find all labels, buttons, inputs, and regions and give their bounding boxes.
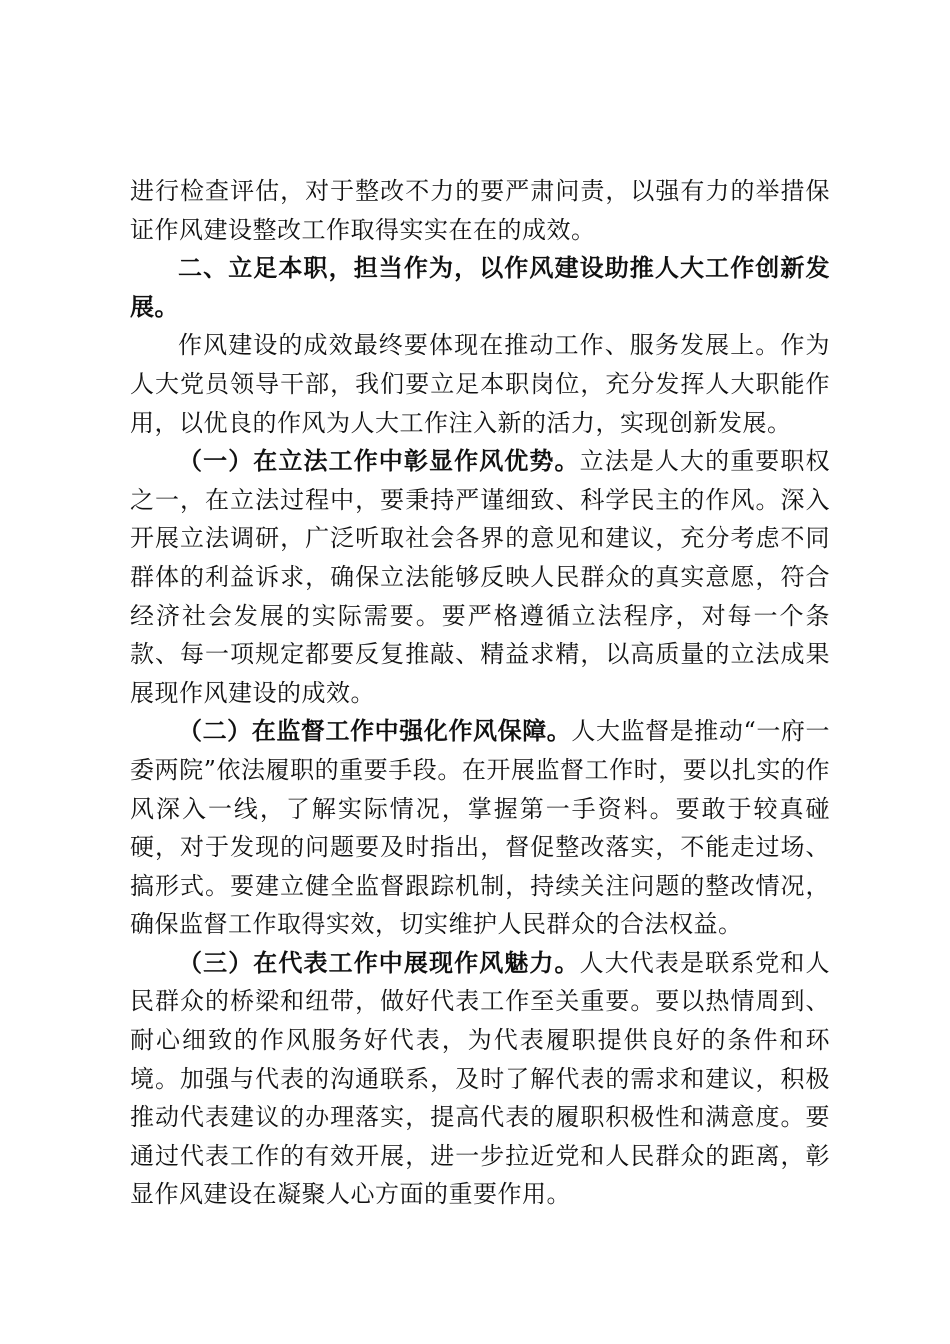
document-page	[130, 172, 830, 1214]
paragraph-supervision	[130, 712, 830, 944]
paragraph-intro: 作风建设的成效最终要体现在推动工作、服务发展上。作为人大党员领导干部，我们要立足本职岗位，充分发挥人大职能作用，以优良的作风为人大工作注入新的活力，实现创新发展。	[130, 331, 830, 437]
body-supervision: 人大监督是推动“一府一委两院”依法履职的重要手段。在开展监督工作时，要以扎实的作风深入一线，了解实际情况，掌握第一手资料。要敢于较真碰硬，对于发现的问题要及时指出，督促整改落实，不能走过场、搞形式。要建立健全监督跟踪机制，持续关注问题的整改情况，确保监督工作取得实效，切实维护人民群众的合法权益。	[130, 717, 830, 939]
paragraph-representatives	[130, 944, 830, 1214]
body-legislation: 立法是人大的重要职权之一，在立法过程中，要秉持严谨细致、科学民主的作风。深入开展立法调研，广泛听取社会各界的意见和建议，充分考虑不同群体的利益诉求，确保立法能够反映人民群众的真实意愿，符合经济社会发展的实际需要。要严格遵循立法程序，对每一个条款、每一项规定都要反复推敲、精益求精，以高质量的立法成果展现作风建设的成效。	[130, 447, 831, 707]
subheading-legislation: （一）在立法工作中彰显作风优势。	[178, 446, 580, 476]
section-heading: 二、立足本职，担当作为，以作风建设助推人大工作创新发展。	[130, 253, 830, 321]
subheading-supervision: （二）在监督工作中强化作风保障。	[178, 716, 572, 746]
body-representatives: 人大代表是联系党和人民群众的桥梁和纽带，做好代表工作至关重要。要以热情周到、耐心细致的作风服务好代表，为代表履职提供良好的条件和环境。加强与代表的沟通联系，及时了解代表的需求和建议，积极推动代表建议的办理落实，提高代表的履职积极性和满意度。要通过代表工作的有效开展，进一步拉近党和人民群众的距离，彰显作风建设在凝聚人心方面的重要作用。	[130, 948, 831, 1209]
paragraph-continuation: 进行检查评估，对于整改不力的要严肃问责，以强有力的举措保证作风建设整改工作取得实实在在的成效。	[130, 177, 830, 244]
subheading-representatives: （三）在代表工作中展现作风魅力。	[178, 947, 580, 977]
paragraph-legislation	[130, 442, 830, 712]
